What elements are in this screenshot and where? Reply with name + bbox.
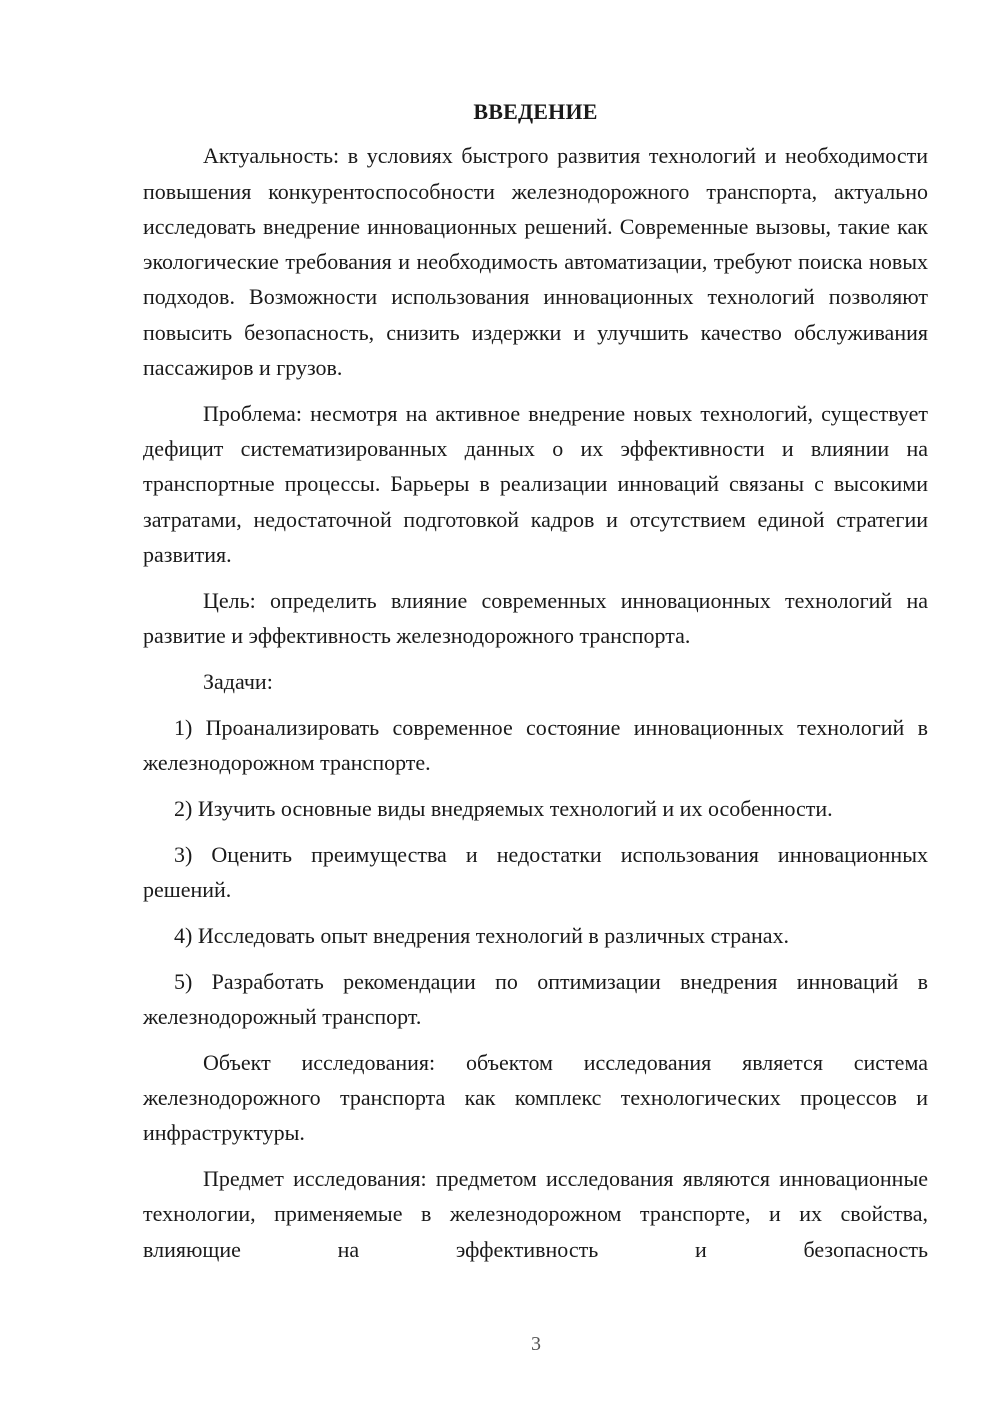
task-item-3: 3) Оценить преимущества и недостатки использования инновационных решений. [143, 841, 928, 902]
task-item-2: 2) Изучить основные виды внедряемых технологий и их особенности. [174, 795, 833, 821]
section-title: ВВЕДЕНИЕ [473, 99, 598, 124]
paragraph-goal: Цель: определить влияние современных инновационных технологий на развитие и эффективность железнодорожного транспорта. [143, 587, 928, 649]
page-number: 3 [531, 1333, 541, 1355]
document-page [143, 94, 928, 1277]
paragraph-object: Объект исследования: объектом исследования является система железнодорожного транспорта как комплекс технологических процессов и инфраструктуры. [143, 1049, 928, 1146]
task-item-1: 1) Проанализировать современное состояние инновационных технологий в железнодорожном транспорте. [143, 714, 928, 776]
task-item-4: 4) Исследовать опыт внедрения технологий в различных странах. [174, 922, 790, 948]
paragraph-relevance: Актуальность: в условиях быстрого развития технологий и необходимости повышения конкурентоспособности железнодорожного транспорта, актуально исследовать внедрение инновационных решений. Современные вызовы, такие как экологические требования и необходимость автоматизации, требуют поиска новых подходов. Возможности использования инновационных технологий позволяют повысить безопасность, снизить издержки и улучшить качество обслуживания пассажиров и грузов. [143, 143, 928, 381]
paragraph-problem: Проблема: несмотря на активное внедрение новых технологий, существует дефицит систематизированных данных о их эффективности и влиянии на транспортные процессы. Барьеры в реализации инноваций связаны с высокими затратами, недостаточной подготовкой кадров и отсутствием единой стратегии развития. [143, 400, 928, 568]
paragraph-tasks-heading: Задачи: [203, 668, 273, 694]
paragraph-subject: Предмет исследования: предметом исследования являются инновационные технологии, применяемые в железнодорожном транспорте, и их свойства, влияющие на эффективность и безопасность [143, 1166, 928, 1262]
task-item-5: 5) Разработать рекомендации по оптимизации внедрения инноваций в железнодорожный транспорт. [143, 968, 928, 1029]
